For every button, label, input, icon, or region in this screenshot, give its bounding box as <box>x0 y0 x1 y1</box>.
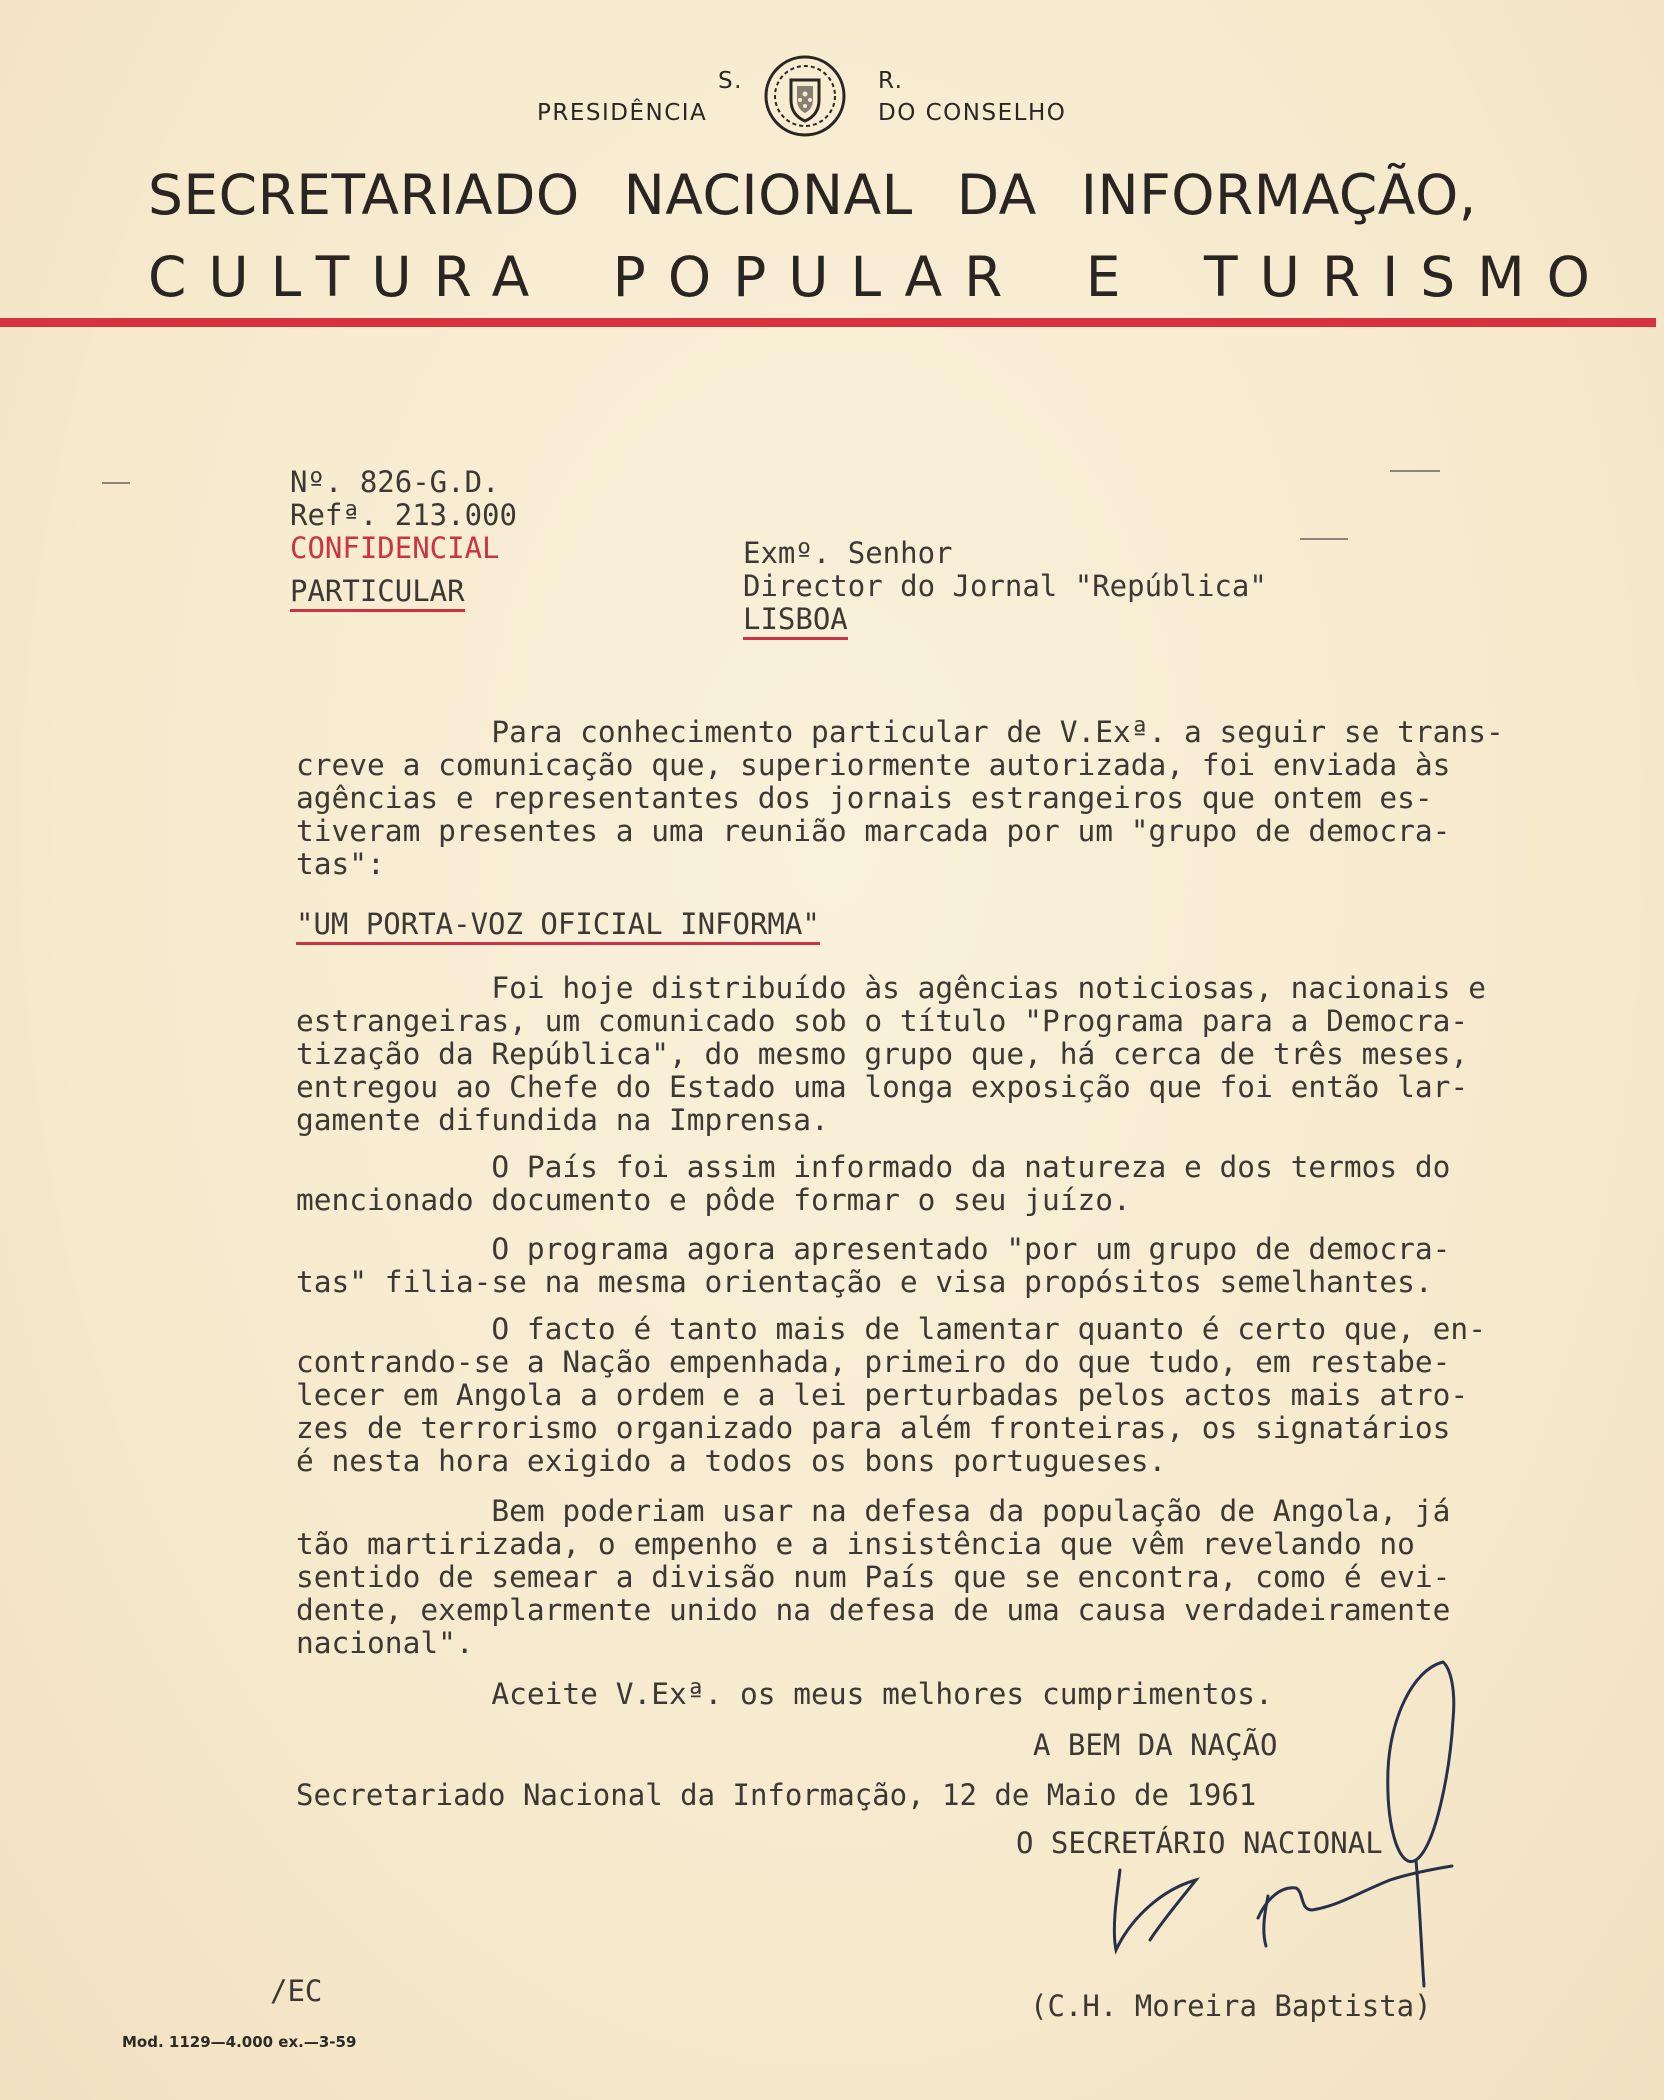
paper-mark <box>1300 538 1348 540</box>
s-letter: S. <box>718 68 743 94</box>
handwritten-signature <box>1090 1660 1490 1990</box>
form-code: Mod. 1129—4.000 ex.—3-59 <box>122 2033 357 2051</box>
paragraph-1: Foi hoje distribuído às agências noticiosas, nacionais e estrangeiras, um comunicado sob o título "Programa para a Democra- tização da República", do mesmo grupo que, há cerca de três meses, entregou ao Chefe do Estado uma longa exposição que foi então lar- gamente difundida na Imprensa. <box>296 971 1486 1137</box>
confidencial-mark: CONFIDENCIAL <box>290 531 500 565</box>
motto: A BEM DA NAÇÃO <box>1033 1728 1278 1762</box>
do-conselho-label: DO CONSELHO <box>878 100 1067 126</box>
statement-heading <box>296 908 820 941</box>
typist-initials: /EC <box>270 1974 323 2008</box>
intro-paragraph: Para conhecimento particular de V.Exª. a seguir se trans- creve a comunicação que, superiormente autorizada, foi enviada às agências e representantes dos jornais estrangeiros que ontem es- tiveram presentes a uma reunião marcada por um "grupo de democra- tas": <box>296 715 1504 881</box>
recipient-city <box>743 603 848 636</box>
letterhead-title-line2: CULTURA POPULAR E TURISMO <box>148 245 1612 309</box>
paragraph-4: O facto é tanto mais de lamentar quanto é certo que, en- contrando-se a Nação empenhada, primeiro do que tudo, em restabe- lecer em Angola a ordem e a lei perturbadas pelos actos mais atro- zes de terrorismo organizado para além fronteiras, os signatários é nesta hora exigido a todos os bons portugueses. <box>296 1312 1486 1478</box>
recipient-position: Director do Jornal "República" <box>743 569 1267 603</box>
particular-text: PARTICULAR <box>290 574 465 612</box>
r-letter: R. <box>878 68 904 94</box>
coat-of-arms-icon <box>763 54 847 138</box>
presidencia-label: PRESIDÊNCIA <box>537 100 708 126</box>
paragraph-5: Bem poderiam usar na defesa da população de Angola, já tão martirizada, o empenho e a insistência que vêm revelando no sentido de semear a divisão num País que se encontra, como é evi- dente, exemplarmente unido na defesa de uma causa verdadeiramente nacional". <box>296 1494 1451 1660</box>
paragraph-3: O programa agora apresentado "por um grupo de democra- tas" filia-se na mesma orientação e visa propósitos semelhantes. <box>296 1232 1451 1299</box>
recipient-city-text: LISBOA <box>743 602 848 640</box>
statement-heading-text: "UM PORTA-VOZ OFICIAL INFORMA" <box>296 907 820 945</box>
letterhead-red-rule <box>0 318 1656 327</box>
paragraph-2: O País foi assim informado da natureza e dos termos do mencionado documento e pôde formar o seu juízo. <box>296 1150 1451 1217</box>
closing-line: Aceite V.Exª. os meus melhores cumprimentos. <box>296 1677 1273 1711</box>
signatory-name: (C.H. Moreira Baptista) <box>1030 1989 1432 2023</box>
place-and-date: Secretariado Nacional da Informação, 12 de Maio de 1961 <box>296 1778 1257 1812</box>
paper-mark <box>1390 470 1440 472</box>
paper-mark <box>102 482 130 484</box>
document-reference: Refª. 213.000 <box>290 498 517 532</box>
document-number: Nº. 826-G.D. <box>290 465 500 499</box>
letterhead-title-line1: SECRETARIADO NACIONAL DA INFORMAÇÃO, <box>148 163 1477 227</box>
particular-mark <box>290 575 465 608</box>
signatory-role: O SECRETÁRIO NACIONAL <box>1016 1826 1383 1860</box>
recipient-salutation: Exmº. Senhor <box>743 536 953 570</box>
